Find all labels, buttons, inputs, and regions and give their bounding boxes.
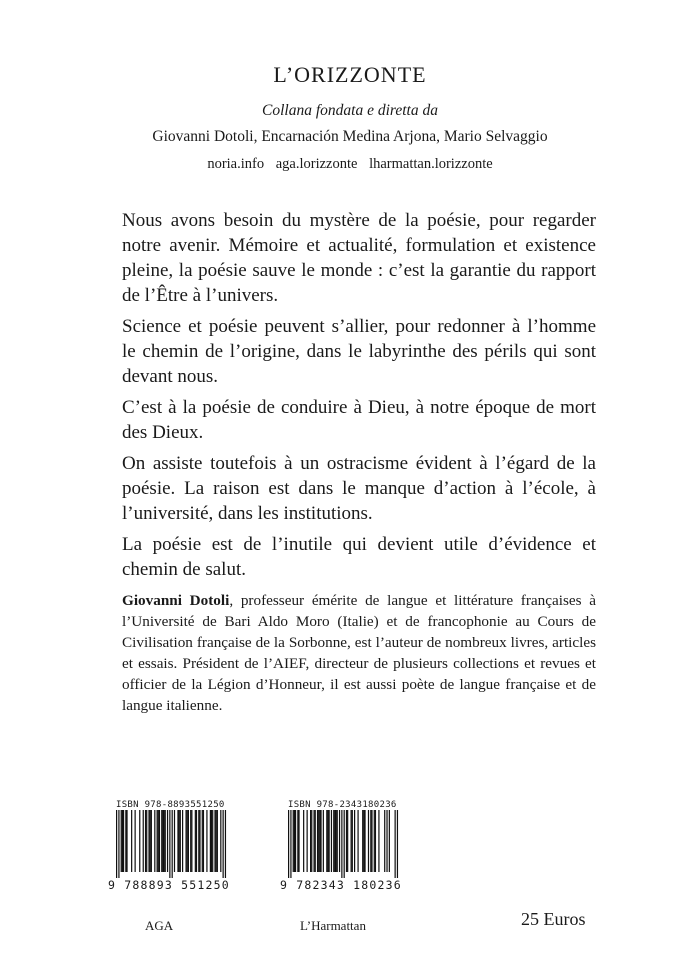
barcode-bar	[307, 810, 308, 872]
barcode-bar	[375, 810, 376, 872]
barcode-icon	[108, 810, 232, 878]
site-link-lharmattan: lharmattan.lorizzonte	[369, 156, 493, 172]
back-cover-text	[122, 208, 596, 588]
barcode-bar	[303, 810, 304, 872]
barcode-bar	[185, 810, 186, 872]
barcode-bar	[148, 810, 149, 872]
barcode-bar	[378, 810, 379, 872]
barcode-lharmattan	[280, 800, 404, 892]
barcode-bar	[174, 810, 175, 872]
barcode-bar	[293, 810, 294, 872]
barcode-icon	[280, 810, 404, 878]
barcode-bar	[177, 810, 178, 872]
barcode-bar	[146, 810, 147, 872]
barcode-bar	[158, 810, 159, 872]
barcode-bar	[337, 810, 338, 872]
barcode-aga	[108, 800, 232, 892]
barcode-bar	[334, 810, 335, 872]
barcode-bar	[318, 810, 319, 872]
barcode-bar	[202, 810, 203, 872]
series-subtitle: Collana fondata e diretta da	[262, 102, 438, 119]
barcode-bar	[370, 810, 371, 872]
barcode-bar	[357, 810, 358, 872]
barcode-bar	[354, 810, 355, 872]
barcode-bar	[199, 810, 200, 872]
barcode-bar	[126, 810, 127, 872]
price: 25 Euros	[521, 909, 586, 929]
barcode-bar	[195, 810, 196, 872]
barcode-bar	[123, 810, 124, 872]
barcode-bar	[341, 810, 342, 878]
barcode-bar	[290, 810, 291, 878]
barcode-bar	[162, 810, 163, 872]
barcode-bar	[191, 810, 192, 872]
site-link-noria: noria.info	[207, 156, 265, 172]
barcode-bar	[347, 810, 348, 872]
barcode-bar	[364, 810, 365, 872]
barcode-bar	[122, 810, 123, 872]
barcode-bar	[374, 810, 375, 872]
barcode-bar	[198, 810, 199, 872]
barcode-bar	[118, 810, 119, 878]
barcode-bar	[169, 810, 170, 878]
barcode-bar	[182, 810, 183, 872]
barcode-bar	[163, 810, 164, 872]
barcode-bar	[298, 810, 299, 872]
barcode-bar	[180, 810, 181, 872]
series-header	[0, 62, 700, 173]
barcode-bar	[206, 810, 207, 872]
barcode-bar	[214, 810, 215, 872]
barcode-bar	[331, 810, 332, 872]
barcode-bar	[154, 810, 155, 872]
barcode-bar	[368, 810, 369, 872]
paragraph-1: Nous avons besoin du mystère de la poésie, pour regarder notre avenir. Mémoire et actualité, formulation et existence pleine, la poésie sauve le monde : c’est la garantie du rapport de l’Être à l’univers.	[122, 210, 596, 306]
barcode-bar	[203, 810, 204, 872]
barcode-bar	[317, 810, 318, 872]
barcode-bar	[121, 810, 122, 872]
isbn-label: ISBN 978-8893551250	[116, 800, 225, 810]
barcode-bar	[151, 810, 152, 872]
barcode-bar	[187, 810, 188, 872]
barcode-bar	[217, 810, 218, 872]
barcode-bar	[190, 810, 191, 872]
barcode-bar	[352, 810, 353, 872]
barcode-bar	[329, 810, 330, 872]
site-link-aga: aga.lorizzonte	[275, 156, 358, 172]
barcode-bar	[335, 810, 336, 872]
barcode-bar	[220, 810, 221, 872]
barcode-bar	[310, 810, 311, 872]
barcode-bar	[179, 810, 180, 872]
barcode-bar	[371, 810, 372, 872]
barcode-bar	[333, 810, 334, 872]
barcode-bar	[135, 810, 136, 872]
barcode-bar	[386, 810, 387, 872]
author-name: Giovanni Dotoli	[122, 592, 230, 609]
paragraph-5: La poésie est de l’inutile qui devient utile d’évidence et chemin de salut.	[122, 534, 596, 580]
barcode-bar	[188, 810, 189, 872]
barcode-bar	[172, 810, 173, 878]
author-bio-text: , professeur émérite de langue et littérature françaises à l’Université de Bari Aldo Moro (Italie) et de francophonie au Cours de Civilisation française de la Sorbonne, est l’auteur de nombreux livres, articles et essais. Président de l’AIEF, directeur de plusieurs collections et revues et officier de la Légion d’Honneur, il est aussi poète de langue française et de langue italienne.	[122, 592, 596, 714]
barcode-bar	[362, 810, 363, 872]
barcode-bar	[196, 810, 197, 872]
barcode-bar	[315, 810, 316, 872]
barcode-bar	[210, 810, 211, 872]
barcode-bar	[320, 810, 321, 872]
barcode-bar	[288, 810, 289, 878]
barcode-bar	[395, 810, 396, 878]
barcode-bar	[339, 810, 340, 872]
barcode-bar	[161, 810, 162, 872]
barcode-bar	[384, 810, 385, 872]
barcode-bar	[125, 810, 126, 872]
barcode-bar	[116, 810, 117, 878]
barcode-bar	[165, 810, 166, 872]
barcode-bar	[157, 810, 158, 872]
barcode-bar	[397, 810, 398, 878]
barcode-bar	[139, 810, 140, 872]
barcode-bar	[319, 810, 320, 872]
barcode-number: 9 788893 551250	[108, 878, 230, 892]
paragraph-4: On assiste toutefois à un ostracisme évident à l’égard de la poésie. La raison est dans le manque d’action à l’école, à l’université, dans les institutions.	[122, 453, 596, 524]
barcode-bar	[143, 810, 144, 872]
barcode-bar	[216, 810, 217, 872]
isbn-label: ISBN 978-2343180236	[288, 800, 397, 810]
barcode-bar	[225, 810, 226, 878]
barcode-bar	[167, 810, 168, 872]
barcode-bar	[212, 810, 213, 872]
barcode-bar	[351, 810, 352, 872]
series-sites	[0, 156, 700, 173]
barcode-bar	[313, 810, 314, 872]
barcode-bar	[363, 810, 364, 872]
author-bio	[122, 590, 596, 716]
barcode-bar	[389, 810, 390, 872]
barcode-bar	[150, 810, 151, 872]
barcode-bar	[145, 810, 146, 872]
barcode-bar	[294, 810, 295, 872]
barcode-number: 9 782343 180236	[280, 878, 402, 892]
barcode-bar	[131, 810, 132, 872]
barcode-bar	[344, 810, 345, 878]
barcode-bar	[323, 810, 324, 872]
barcode-bar	[326, 810, 327, 872]
paragraph-2: Science et poésie peuvent s’allier, pour redonner à l’homme le chemin de l’origine, dans le labyrinthe des périls qui sont devant nous.	[122, 316, 596, 387]
barcode-bar	[223, 810, 224, 878]
publisher-lharmattan: L’Harmattan	[300, 918, 366, 933]
paragraph-3: C’est à la poésie de conduire à Dieu, à notre époque de mort des Dieux.	[122, 397, 596, 443]
barcode-bar	[159, 810, 160, 872]
series-directors: Giovanni Dotoli, Encarnación Medina Arjona, Mario Selvaggio	[152, 128, 548, 145]
barcode-bar	[311, 810, 312, 872]
publisher-aga: AGA	[145, 918, 174, 933]
barcode-bar	[297, 810, 298, 872]
series-title: L’ORIZZONTE	[273, 62, 427, 87]
barcode-bar	[211, 810, 212, 872]
barcode-bar	[327, 810, 328, 872]
barcode-bar	[346, 810, 347, 872]
barcode-bar	[295, 810, 296, 872]
